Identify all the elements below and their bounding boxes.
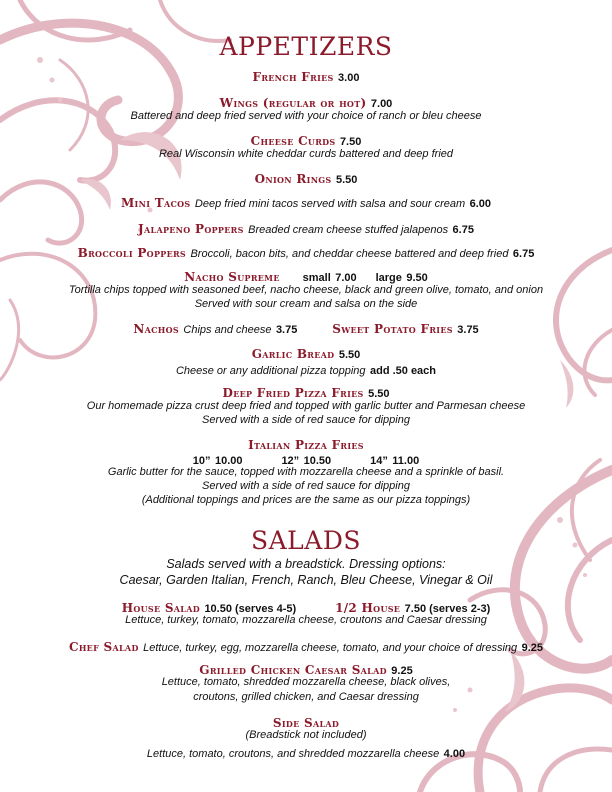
item-price: 3.75 bbox=[275, 324, 298, 336]
item-name: 1/2 House bbox=[335, 601, 401, 615]
item-price: 9.25 bbox=[391, 665, 413, 677]
item-price: 5.50 bbox=[335, 174, 358, 186]
item-name: Sweet Potato Fries bbox=[332, 322, 453, 336]
salads-heading: SALADS bbox=[250, 526, 361, 555]
size-small-price: 7.00 bbox=[335, 272, 357, 284]
item-desc: Lettuce, tomato, shredded mozzarella cheese, black olives, bbox=[161, 676, 451, 688]
item-desc: Chips and cheese bbox=[183, 324, 272, 336]
item-desc: Lettuce, turkey, egg, mozzarella cheese, tomato, and your choice of dressing bbox=[143, 642, 518, 654]
item-desc: Lettuce, tomato, croutons, and shredded mozzarella cheese bbox=[146, 748, 440, 760]
size-label: 12” bbox=[281, 455, 300, 467]
item-desc-row bbox=[0, 361, 612, 379]
item-price: 5.50 bbox=[368, 388, 390, 400]
item-price: 9.25 bbox=[521, 642, 544, 654]
salads-dressings: Caesar, Garden Italian, French, Ranch, Bleu Cheese, Vinegar & Oil bbox=[119, 573, 493, 587]
item-name: Jalapeno Poppers bbox=[138, 222, 244, 236]
item-name: Onion Rings bbox=[254, 172, 332, 186]
item-name: Side Salad bbox=[272, 716, 340, 730]
item-desc: Battered and deep fried served with your choice of ranch or bleu cheese bbox=[130, 110, 482, 122]
item-price: 3.00 bbox=[338, 72, 360, 84]
item-desc: Deep fried mini tacos served with salsa and sour cream bbox=[194, 198, 466, 210]
item-price: 6.75 bbox=[512, 248, 535, 260]
item-name: Nachos bbox=[133, 322, 179, 336]
item-name: Italian Pizza Fries bbox=[248, 438, 364, 452]
item-name: Mini Tacos bbox=[120, 196, 191, 210]
item-desc: Served with a side of red sauce for dipping bbox=[202, 480, 410, 492]
size-large-price: 9.50 bbox=[406, 272, 428, 284]
item-price: 3.75 bbox=[457, 324, 479, 336]
item-price: 7.50 bbox=[339, 136, 362, 148]
size-price: 10.00 bbox=[215, 455, 243, 467]
size-small-label: small bbox=[302, 272, 331, 284]
item-name: Broccoli Poppers bbox=[77, 246, 187, 260]
item-broccoli-poppers bbox=[0, 244, 612, 262]
item-desc-row bbox=[0, 744, 612, 762]
item-desc: Served with sour cream and salsa on the side bbox=[194, 298, 418, 310]
item-name: Grilled Chicken Caesar Salad bbox=[199, 663, 387, 677]
item-name: Cheese Curds bbox=[250, 134, 336, 148]
item-desc: croutons, grilled chicken, and Caesar dressing bbox=[193, 691, 419, 703]
item-price: 6.00 bbox=[469, 198, 492, 210]
size-label: 14” bbox=[370, 455, 388, 467]
item-desc: (Additional toppings and prices are the same as our pizza toppings) bbox=[141, 494, 471, 506]
item-price: 6.75 bbox=[452, 224, 474, 236]
item-chef-salad bbox=[0, 638, 612, 656]
item-name: Garlic Bread bbox=[251, 347, 335, 361]
item-name: Deep Fried Pizza Fries bbox=[222, 386, 364, 400]
appetizers-heading: APPETIZERS bbox=[219, 32, 393, 61]
item-jalapeno-poppers bbox=[0, 220, 612, 238]
item-name: French Fries bbox=[252, 70, 334, 84]
item-onion-rings bbox=[0, 170, 612, 188]
item-desc: Garlic butter for the sauce, topped with mozzarella cheese and a sprinkle of basil. bbox=[107, 466, 505, 478]
size-price: 10.50 bbox=[303, 455, 332, 467]
item-price: 4.00 bbox=[443, 748, 466, 760]
item-name: Nacho Supreme bbox=[184, 270, 280, 284]
item-addon: add .50 each bbox=[369, 365, 437, 377]
item-desc: Cheese or any additional pizza topping bbox=[175, 365, 366, 377]
item-desc: Broccoli, bacon bits, and cheddar cheese battered and deep fried bbox=[190, 248, 509, 260]
item-desc: Our homemade pizza crust deep fried and topped with garlic butter and Parmesan cheese bbox=[86, 400, 526, 412]
item-desc: Lettuce, turkey, tomato, mozzarella cheese, croutons and Caesar dressing bbox=[125, 614, 487, 626]
item-desc: Tortilla chips topped with seasoned beef, nacho cheese, black and green olive, tomato, and onion bbox=[68, 284, 544, 296]
item-name: House Salad bbox=[121, 601, 200, 615]
item-desc: Breaded cream cheese stuffed jalapenos bbox=[248, 224, 449, 236]
item-desc: Real Wisconsin white cheddar curds battered and deep fried bbox=[158, 148, 453, 160]
size-label: 10” bbox=[192, 455, 211, 467]
item-french-fries bbox=[0, 68, 612, 86]
item-name: Wings (regular or hot) bbox=[219, 96, 367, 110]
item-mini-tacos bbox=[0, 194, 612, 212]
item-row-nachos-sweet-potato bbox=[0, 320, 612, 338]
item-price: 7.50 (serves 2-3) bbox=[404, 603, 491, 615]
salads-intro: Salads served with a breadstick. Dressing options: bbox=[166, 557, 446, 571]
item-price: 10.50 (serves 4-5) bbox=[204, 603, 297, 615]
item-desc: Served with a side of red sauce for dipping bbox=[202, 414, 410, 426]
size-price: 11.00 bbox=[392, 455, 420, 467]
item-note: (Breadstick not included) bbox=[245, 729, 367, 741]
size-large-label: large bbox=[375, 272, 402, 284]
item-name: Chef Salad bbox=[68, 640, 139, 654]
item-price: 7.00 bbox=[370, 98, 393, 110]
item-price: 5.50 bbox=[338, 349, 361, 361]
